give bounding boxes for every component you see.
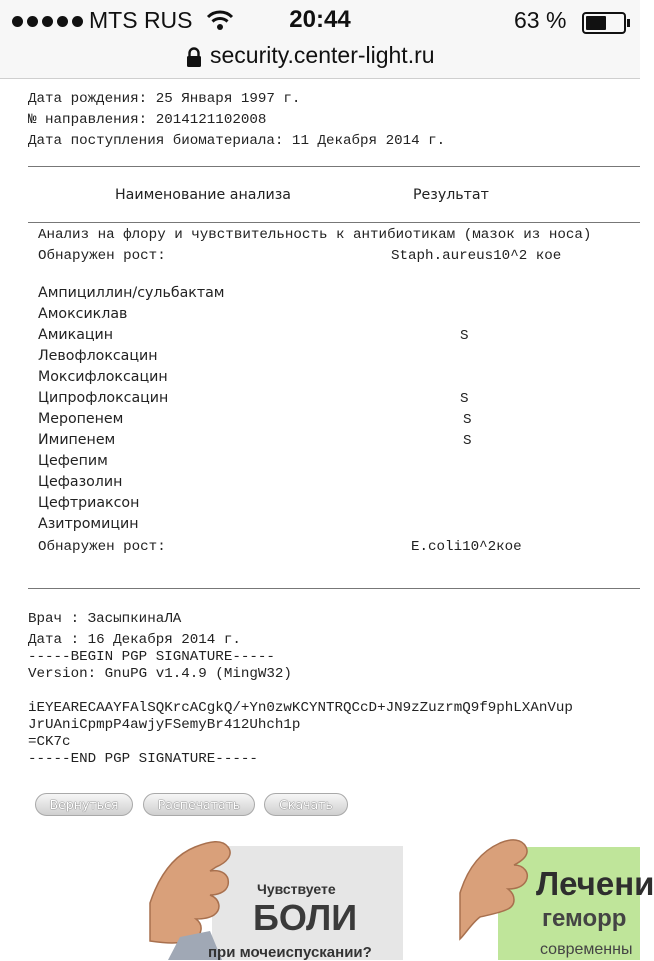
column-header-name: Наименование анализа xyxy=(115,187,291,203)
growth-label: Обнаружен рост: xyxy=(38,539,166,555)
antibiotic-name: Левофлоксацин xyxy=(38,348,158,364)
column-header-result: Результат xyxy=(413,187,489,203)
pgp-line: -----END PGP SIGNATURE----- xyxy=(28,751,258,767)
pgp-line: JrUAniCpmpP4awjyFSemyBr412Uhch1p xyxy=(28,717,301,733)
growth-result: Staph.aureus10^2 кое xyxy=(391,248,562,264)
ad-text: БОЛИ xyxy=(253,897,358,938)
birth-date: Дата рождения: 25 Января 1997 г. xyxy=(28,91,301,107)
antibiotic-result: S xyxy=(460,391,469,407)
growth-label: Обнаружен рост: xyxy=(38,248,166,264)
signature-date: Дата : 16 Декабря 2014 г. xyxy=(28,632,241,648)
back-button[interactable]: Вернуться xyxy=(35,793,133,816)
antibiotic-name: Моксифлоксацин xyxy=(38,369,168,385)
divider xyxy=(28,222,640,223)
pgp-line: iEYEARECAAYFAlSQKrcACgkQ/+Yn0zwKCYNTRQCcD+JN9zZuzrmQ9f9phLXAnVup xyxy=(28,700,573,716)
ad-banner-left[interactable] xyxy=(150,833,403,960)
ad-text: современны xyxy=(540,941,633,958)
clock: 20:44 xyxy=(289,6,351,33)
biomaterial-date: Дата поступления биоматериала: 11 Декабря 2014 г. xyxy=(28,133,446,149)
referral-number: № направления: 2014121102008 xyxy=(28,112,267,128)
analysis-title: Анализ на флору и чувствительность к антибиотикам (мазок из носа) xyxy=(38,227,592,243)
battery-fill xyxy=(586,16,606,30)
divider xyxy=(28,588,640,589)
ad-banner-right[interactable] xyxy=(460,833,654,960)
carrier-name: MTS RUS xyxy=(89,7,193,33)
battery-icon xyxy=(582,12,626,34)
antibiotic-name: Меропенем xyxy=(38,411,124,427)
ad-text: при мочеиспускании? xyxy=(208,944,372,961)
antibiotic-name: Ципрофлоксацин xyxy=(38,390,169,406)
antibiotic-name: Амикацин xyxy=(38,327,114,343)
ad-text: Чувствуете xyxy=(257,881,336,897)
lock-icon xyxy=(186,46,202,68)
antibiotic-result: S xyxy=(460,328,469,344)
antibiotic-result: S xyxy=(463,433,472,449)
status-bar xyxy=(0,0,640,40)
antibiotic-name: Имипенем xyxy=(38,432,116,448)
antibiotic-name: Цефепим xyxy=(38,453,108,469)
ad-text: Лечени xyxy=(536,865,654,902)
hand-icon xyxy=(460,833,540,960)
hand-icon xyxy=(150,833,260,960)
antibiotic-name: Цефазолин xyxy=(38,474,123,490)
ad-text: геморр xyxy=(542,905,627,932)
battery-percent: 63 % xyxy=(514,7,567,33)
address-bar[interactable] xyxy=(0,38,640,79)
antibiotic-name: Амоксиклав xyxy=(38,306,128,322)
download-button[interactable]: Скачать xyxy=(264,793,348,816)
antibiotic-name: Азитромицин xyxy=(38,516,139,532)
pgp-line: Version: GnuPG v1.4.9 (MingW32) xyxy=(28,666,292,682)
pgp-line: -----BEGIN PGP SIGNATURE----- xyxy=(28,649,275,665)
growth-result: E.coli10^2кое xyxy=(411,539,522,555)
divider xyxy=(28,166,640,167)
antibiotic-name: Ампициллин/сульбактам xyxy=(38,285,225,301)
url-text: security.center-light.ru xyxy=(210,42,435,68)
antibiotic-result: S xyxy=(463,412,472,428)
print-button[interactable]: Распечатать xyxy=(143,793,255,816)
doctor-name: Врач : ЗасыпкинаЛА xyxy=(28,611,182,627)
pgp-line: =CK7c xyxy=(28,734,71,750)
antibiotic-name: Цефтриаксон xyxy=(38,495,140,511)
